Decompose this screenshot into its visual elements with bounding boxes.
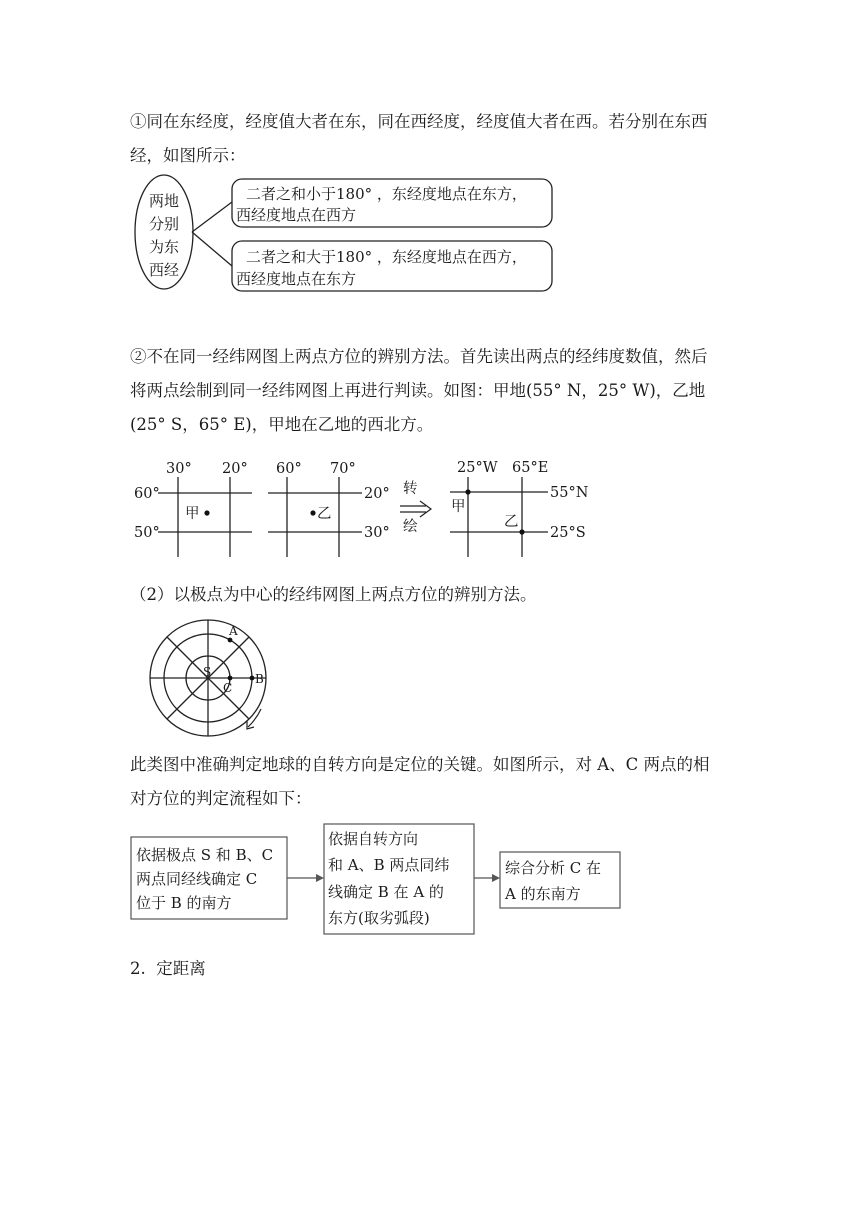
- label-c: C: [223, 681, 233, 695]
- label-b: B: [255, 672, 264, 686]
- grid-a-top-right: 20°: [222, 461, 248, 477]
- grid-c-point-a-label: 甲: [451, 499, 466, 515]
- branch-line-bottom: [192, 232, 232, 266]
- paragraph-1-line-2: 经，如图所示：: [130, 146, 246, 165]
- branch-line-top: [192, 202, 232, 232]
- flow-box-1-line-3: 位于 B 的南方: [136, 894, 232, 912]
- arrow-label-top: 转: [403, 481, 418, 497]
- section-2-title: 2. 定距离: [130, 959, 206, 978]
- paragraph-1: [130, 105, 740, 173]
- figure-polar-graticule: [130, 615, 280, 740]
- paragraph-2-line-2: 将两点绘制到同一经纬网图上再进行判读。如图：甲地(55° N，25° W)，乙地: [130, 381, 706, 400]
- ellipse-line-4: 西经: [149, 261, 180, 279]
- grid-c: [450, 460, 589, 557]
- grid-b-top-left: 60°: [276, 461, 302, 477]
- paragraph-4-line-1: 此类图中准确判定地球的自转方向是定位的关键。如图所示，对 A、C 两点的相: [130, 755, 710, 774]
- grid-b-right-bottom: 30°: [364, 525, 390, 541]
- arrow-label-bottom: 绘: [403, 519, 418, 535]
- grid-c-right-bottom: 25°S: [550, 525, 586, 541]
- point-b: [250, 676, 255, 681]
- paragraph-2-line-3: (25° S，65° E)，甲地在乙地的西北方。: [130, 415, 434, 434]
- figure-east-west-longitude: [130, 172, 560, 300]
- grid-c-right-top: 55°N: [550, 485, 589, 501]
- grid-b-point-label: 乙: [317, 506, 332, 522]
- paragraph-3-line-1: （2）以极点为中心的经纬网图上两点方位的辨别方法。: [130, 585, 537, 604]
- rule-box-1-line-2: 西经度地点在西方: [236, 206, 357, 224]
- paragraph-2-line-1: ②不在同一经纬网图上两点方位的辨别方法。首先读出两点的经纬度数值，然后: [130, 347, 708, 366]
- grid-a-left-bottom: 50°: [134, 525, 160, 541]
- point-a: [228, 638, 233, 643]
- flow-arrow-2-head: [492, 874, 500, 882]
- ellipse-line-2: 分别: [149, 215, 180, 233]
- flow-box-1-line-2: 两点同经线确定 C: [136, 870, 258, 888]
- grid-c-top-right: 65°E: [512, 460, 549, 476]
- grid-c-point-b-label: 乙: [504, 514, 519, 530]
- figure-flowchart: [130, 822, 630, 937]
- grid-b-point: [310, 510, 315, 515]
- ellipse-line-3: 为东: [149, 238, 180, 256]
- grid-a-point-label: 甲: [185, 506, 200, 522]
- grid-c-point-a: [465, 489, 470, 494]
- flow-box-1-line-1: 依据极点 S 和 B、C: [136, 846, 274, 864]
- flow-box-2-line-4: 东方(取劣弧段): [328, 909, 430, 927]
- section-2-heading: [130, 952, 740, 986]
- label-a: A: [229, 624, 238, 638]
- grid-c-point-b: [519, 529, 524, 534]
- grid-a-top-left: 30°: [166, 461, 192, 477]
- label-s: S: [203, 665, 212, 679]
- grid-a-point: [204, 510, 209, 515]
- flow-box-2-line-1: 依据自转方向: [328, 830, 419, 848]
- rule-box-2-line-2: 西经度地点在东方: [236, 270, 357, 288]
- flow-box-3-line-2: A 的东南方: [505, 885, 581, 903]
- paragraph-3: [130, 578, 740, 612]
- flow-box-2-line-3: 线确定 B 在 A 的: [328, 883, 444, 901]
- paragraph-4-line-2: 对方位的判定流程如下：: [130, 789, 312, 808]
- rule-box-1-line-1: 二者之和小于180° ，东经度地点在东方，: [246, 185, 527, 203]
- ellipse-line-1: 两地: [149, 192, 180, 210]
- paragraph-4: [130, 748, 740, 816]
- flow-arrow-1-head: [316, 874, 324, 882]
- flow-box-2-line-2: 和 A、B 两点同纬: [328, 856, 450, 874]
- flow-box-3-line-1: 综合分析 C 在: [505, 859, 602, 877]
- paragraph-1-line-1: ①同在东经度，经度值大者在东，同在西经度，经度值大者在西。若分别在东西: [130, 112, 708, 131]
- grid-c-top-left: 25°W: [457, 460, 498, 476]
- rule-box-2-line-1: 二者之和大于180° ，东经度地点在西方，: [246, 248, 527, 266]
- grid-b: [268, 461, 390, 557]
- paragraph-2: [130, 340, 740, 442]
- grid-b-right-top: 20°: [364, 486, 390, 502]
- point-c: [228, 676, 233, 681]
- grid-a: [134, 461, 252, 557]
- grid-a-left-top: 60°: [134, 486, 160, 502]
- convert-arrow: [400, 480, 431, 535]
- figure-graticule-conversion: [130, 455, 600, 567]
- grid-b-top-right: 70°: [330, 461, 356, 477]
